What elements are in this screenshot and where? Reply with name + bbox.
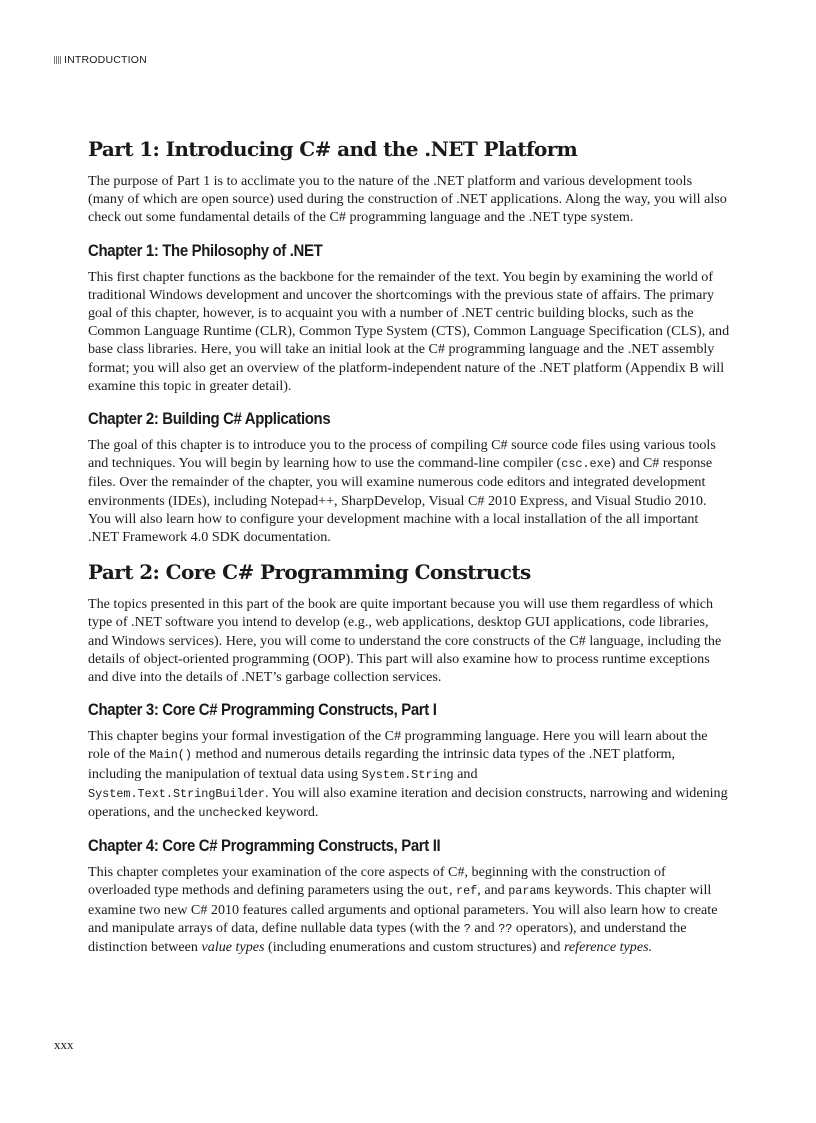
code-out: out: [427, 884, 449, 899]
chapter3-text: This chapter begins your formal investigation of the C# programming language. Here you will learn about the role of the: [88, 728, 708, 763]
part1-intro: The purpose of Part 1 is to acclimate you to the nature of the .NET platform and various development tools (many of which are open source) used during the construction of .NET applications. Along the way, you will also check out some fundamental details of the C# programming language and the .NET type system.: [88, 173, 727, 226]
chapter2-text: The goal of this chapter is to introduce you to the process of compiling C# source code files using various tools and techniques. You will begin by learning how to use the command-line compiler (: [88, 437, 716, 472]
chapter4-text: (including enumerations and custom structures) and: [264, 939, 564, 956]
chapter3-text: and: [453, 765, 478, 782]
code-stringbuilder: System.Text.StringBuilder: [88, 786, 265, 801]
chapter3-title: Chapter 3: Core C# Programming Constructs, Part I: [88, 700, 437, 720]
part1-title: Part 1: Introducing C# and the .NET Platform: [88, 137, 578, 161]
code-params: params: [508, 884, 551, 899]
code-unchecked: unchecked: [198, 806, 263, 821]
page-content: [88, 136, 730, 956]
chapter1-body: This first chapter functions as the backbone for the remainder of the text. You begin by examining the world of traditional Windows development and uncover the shortcomings with the previous state of affairs. The primary goal of this chapter, however, is to acquaint you with a number of .NET centric building blocks, such as the Common Language Runtime (CLR), Common Type System (CTS), Common Language Specification (CLS), and base class libraries. Here, you will take an initial look at the C# programming language and the .NET assembly format; you will also get an overview of the platform-independent nature of the .NET platform (Appendix B will examine this topic in greater detail).: [88, 268, 730, 394]
chapter4-text: This chapter completes your examination of the core aspects of C#, beginning with the construction of overloaded type methods and defining parameters using the: [88, 864, 666, 899]
chapter2-title: Chapter 2: Building C# Applications: [88, 409, 331, 429]
emphasis-reference-types: reference types.: [563, 939, 653, 956]
chapter3-text: keyword.: [262, 804, 319, 821]
code-main: Main(): [149, 748, 192, 763]
chapter3-text: . You will also examine iteration and decision constructs, narrowing and widening operations, and the: [88, 784, 728, 821]
chapter2-body: [88, 436, 730, 546]
running-header-label: INTRODUCTION: [64, 54, 147, 66]
code-double-question: ??: [498, 921, 513, 936]
chapter2-text: ) and C# response files. Over the remainder of the chapter, you will examine numerous code editors and integrated development environments (IDEs), including Notepad++, SharpDevelop, Visual C# 2010 Express, and Visual Studio 2010. You will also learn how to configure your development machine with a local installation of the all important .NET Framework 4.0 SDK documentation.: [88, 455, 713, 546]
chapter4-text: keywords. This chapter will examine two new C# 2010 features called arguments and optional parameters. You will also learn how to create and manipulate arrays of data, define nullable data types (with the: [88, 882, 718, 936]
emphasis-value-types: value types: [201, 939, 265, 956]
part2-intro: The topics presented in this part of the book are quite important because you will use them regardless of which type of .NET software you intend to develop (e.g., web applications, desktop GUI applications, code libraries, and Windows services). Here, you will come to understand the core constructs of the C# language, including the details of object-oriented programming (OOP). This part will also examine how to process runtime exceptions and dive into the details of .NET’s garbage collection services.: [88, 596, 722, 686]
part2-title: Part 2: Core C# Programming Constructs: [88, 560, 531, 585]
chapter3-body: [88, 727, 730, 822]
chapter4-text: operators), and understand the distinction between: [88, 919, 687, 956]
gray-square-icon: [54, 56, 61, 64]
code-system-string: System.String: [361, 767, 454, 782]
chapter4-text: , and: [477, 882, 509, 899]
running-header: [54, 54, 147, 66]
chapter3-text: method and numerous details regarding the intrinsic data types of the .NET platform, including the manipulation of textual data using: [88, 746, 676, 782]
chapter4-body: [88, 863, 730, 956]
chapter4-title: Chapter 4: Core C# Programming Constructs, Part II: [88, 836, 441, 856]
code-question: ?: [463, 921, 471, 936]
page-number: xxx: [54, 1037, 74, 1052]
chapter1-title: Chapter 1: The Philosophy of .NET: [88, 240, 323, 260]
code-csc: csc.exe: [561, 457, 611, 472]
code-ref: ref: [456, 884, 478, 899]
chapter4-text: ,: [448, 882, 457, 899]
chapter4-text: and: [470, 919, 499, 936]
